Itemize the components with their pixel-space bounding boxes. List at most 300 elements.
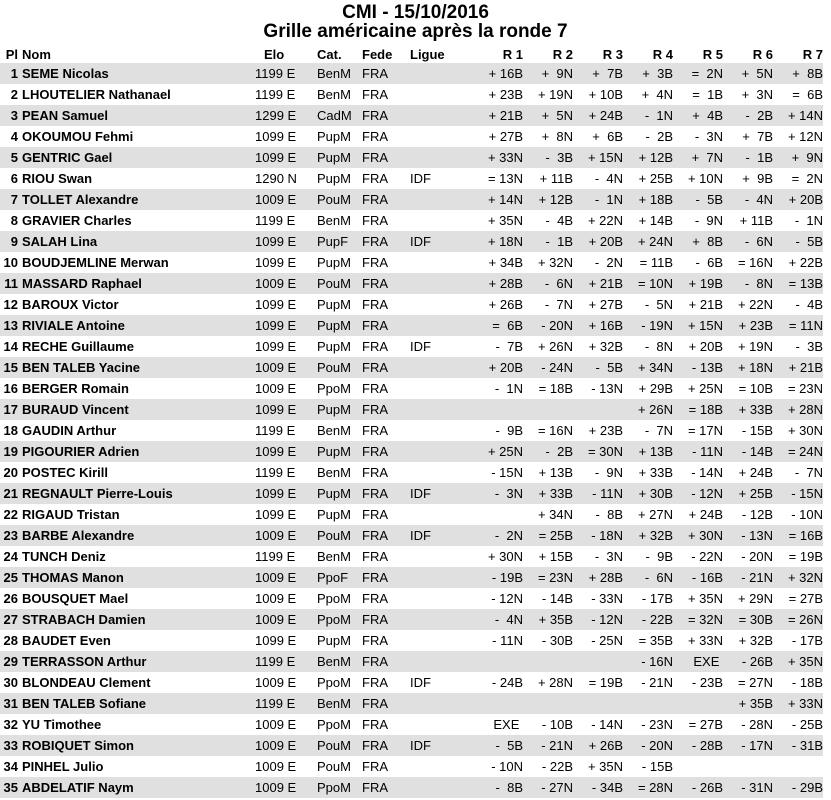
rank-cell: 32	[3, 717, 18, 732]
round-result-cell: - 19B	[491, 570, 523, 585]
round-result-cell: + 26B	[488, 297, 523, 312]
federation-cell: FRA	[362, 150, 388, 165]
category-cell: PpoM	[317, 381, 351, 396]
table-row	[0, 357, 823, 378]
round-result-cell: + 33N	[787, 696, 823, 711]
table-row	[0, 441, 823, 462]
round-result-cell: - 7N	[644, 423, 673, 438]
round-result-cell: + 24B	[738, 465, 773, 480]
name-cell: LHOUTELIER Nathanael	[22, 87, 171, 102]
round-result-cell: + 20B	[688, 339, 723, 354]
round-result-cell: - 21N	[741, 570, 773, 585]
category-cell: PupM	[317, 339, 351, 354]
round-result-cell: = 10B	[738, 381, 773, 396]
round-result-cell: + 30N	[787, 423, 823, 438]
federation-cell: FRA	[362, 339, 388, 354]
elo-cell: 1290 N	[255, 171, 297, 186]
round-result-cell: + 4B	[692, 108, 723, 123]
round-result-cell: + 7N	[691, 150, 723, 165]
rank-cell: 10	[3, 255, 18, 270]
rank-cell: 18	[3, 423, 18, 438]
round-result-cell: + 12B	[538, 192, 573, 207]
round-result-cell: - 17B	[791, 633, 823, 648]
rank-cell: 23	[3, 528, 18, 543]
round-result-cell: = 35B	[638, 633, 673, 648]
table-row	[0, 609, 823, 630]
round-result-cell: + 25N	[687, 381, 723, 396]
round-result-cell: - 3N	[694, 129, 723, 144]
elo-cell: 1199 E	[255, 549, 296, 564]
federation-cell: FRA	[362, 696, 388, 711]
round-result-cell: + 9N	[791, 150, 823, 165]
round-result-cell: - 3N	[594, 549, 623, 564]
round-result-cell: + 29B	[638, 381, 673, 396]
elo-cell: 1099 E	[255, 444, 297, 459]
elo-cell: 1009 E	[255, 570, 297, 585]
round-result-cell: - 16B	[691, 570, 723, 585]
category-cell: PupM	[317, 402, 351, 417]
league-cell: IDF	[410, 171, 431, 186]
round-result-cell: + 21B	[688, 297, 723, 312]
elo-cell: 1099 E	[255, 129, 297, 144]
rank-cell: 28	[3, 633, 18, 648]
round-result-cell: + 32B	[638, 528, 673, 543]
round-result-cell: + 34N	[637, 360, 673, 375]
rank-cell: 30	[3, 675, 18, 690]
round-result-cell: - 4B	[795, 297, 823, 312]
category-cell: PupM	[317, 297, 351, 312]
round-result-cell: - 31N	[741, 780, 773, 795]
name-cell: BOUSQUET Mael	[22, 591, 129, 606]
round-result-cell: = 27N	[737, 675, 773, 690]
round-result-cell: - 17N	[741, 738, 773, 753]
round-result-cell: = 13B	[788, 276, 823, 291]
rank-cell: 1	[10, 66, 18, 81]
round-result-cell: = 26N	[787, 612, 823, 627]
federation-cell: FRA	[362, 780, 388, 795]
federation-cell: FRA	[362, 402, 388, 417]
round-result-cell: + 6B	[592, 129, 623, 144]
round-result-cell: - 8N	[744, 276, 773, 291]
round-result-cell: + 7B	[742, 129, 773, 144]
col-header-round-7: R 7	[802, 47, 823, 62]
round-result-cell: = 24N	[787, 444, 823, 459]
name-cell: STRABACH Damien	[22, 612, 146, 627]
round-result-cell: = 16N	[537, 423, 573, 438]
table-row	[0, 567, 823, 588]
elo-cell: 1009 E	[255, 759, 297, 774]
round-result-cell: - 19N	[641, 318, 673, 333]
federation-cell: FRA	[362, 381, 388, 396]
elo-cell: 1199 E	[255, 423, 296, 438]
round-result-cell: + 35B	[538, 612, 573, 627]
rank-cell: 3	[10, 108, 18, 123]
federation-cell: FRA	[362, 360, 388, 375]
round-result-cell: + 19B	[688, 276, 723, 291]
round-result-cell: + 32N	[787, 570, 823, 585]
rank-cell: 34	[3, 759, 18, 774]
round-result-cell: - 8N	[644, 339, 673, 354]
round-result-cell: - 34B	[591, 780, 623, 795]
round-result-cell: = 16N	[737, 255, 773, 270]
round-result-cell: - 21N	[541, 738, 573, 753]
table-row	[0, 126, 823, 147]
round-result-cell: + 30N	[487, 549, 523, 564]
round-result-cell: + 4N	[641, 87, 673, 102]
round-result-cell: - 15N	[491, 465, 523, 480]
table-row	[0, 756, 823, 777]
round-result-cell: - 6N	[544, 276, 573, 291]
round-result-cell: = 30N	[587, 444, 623, 459]
round-result-cell: - 3N	[494, 486, 523, 501]
page-title: Grille américaine après la ronde 7	[263, 21, 568, 42]
table-row	[0, 210, 823, 231]
round-result-cell: - 9B	[495, 423, 523, 438]
rank-cell: 9	[10, 234, 18, 249]
round-result-cell: - 13N	[741, 528, 773, 543]
rank-cell: 8	[10, 213, 18, 228]
elo-cell: 1199 E	[255, 654, 296, 669]
round-result-cell: - 6N	[644, 570, 673, 585]
round-result-cell: - 1N	[594, 192, 623, 207]
elo-cell: 1099 E	[255, 402, 297, 417]
category-cell: PpoM	[317, 591, 351, 606]
elo-cell: 1099 E	[255, 318, 297, 333]
category-cell: PouM	[317, 360, 351, 375]
round-result-cell: EXE	[693, 654, 723, 669]
league-cell: IDF	[410, 486, 431, 501]
round-result-cell: - 23B	[691, 675, 723, 690]
elo-cell: 1099 E	[255, 150, 297, 165]
federation-cell: FRA	[362, 444, 388, 459]
round-result-cell: EXE	[493, 717, 523, 732]
category-cell: BenM	[317, 465, 351, 480]
round-result-cell: + 3B	[642, 66, 673, 81]
federation-cell: FRA	[362, 675, 388, 690]
round-result-cell: + 18N	[487, 234, 523, 249]
name-cell: BLONDEAU Clement	[22, 675, 151, 690]
name-cell: REGNAULT Pierre-Louis	[22, 486, 173, 501]
round-result-cell: + 15N	[687, 318, 723, 333]
round-result-cell: - 18N	[591, 528, 623, 543]
round-result-cell: = 13N	[487, 171, 523, 186]
round-result-cell: + 26B	[588, 738, 623, 753]
round-result-cell: - 28N	[741, 717, 773, 732]
elo-cell: 1009 E	[255, 276, 297, 291]
name-cell: RIVIALE Antoine	[22, 318, 125, 333]
league-cell: IDF	[410, 234, 431, 249]
round-result-cell: - 1N	[794, 213, 823, 228]
round-result-cell: = 28N	[637, 780, 673, 795]
category-cell: PupM	[317, 633, 351, 648]
round-result-cell: + 16B	[588, 318, 623, 333]
round-result-cell: - 26B	[691, 780, 723, 795]
federation-cell: FRA	[362, 318, 388, 333]
round-result-cell: - 12N	[491, 591, 523, 606]
round-result-cell: + 30N	[687, 528, 723, 543]
federation-cell: FRA	[362, 528, 388, 543]
rank-cell: 27	[3, 612, 18, 627]
round-result-cell: - 17B	[641, 591, 673, 606]
round-result-cell: - 5B	[795, 234, 823, 249]
round-result-cell: - 14N	[691, 465, 723, 480]
category-cell: PouM	[317, 528, 351, 543]
name-cell: THOMAS Manon	[22, 570, 124, 585]
round-result-cell: - 14B	[541, 591, 573, 606]
round-result-cell: + 8B	[792, 66, 823, 81]
round-result-cell: = 27B	[688, 717, 723, 732]
round-result-cell: + 35B	[738, 696, 773, 711]
category-cell: BenM	[317, 423, 351, 438]
round-result-cell: + 32N	[537, 255, 573, 270]
name-cell: ABDELATIF Naym	[22, 780, 134, 795]
name-cell: YU Timothee	[22, 717, 102, 732]
table-row	[0, 231, 823, 252]
col-header-round-1: R 1	[502, 47, 523, 62]
name-cell: SALAH Lina	[22, 234, 98, 249]
category-cell: PupM	[317, 486, 351, 501]
round-result-cell: + 12N	[787, 129, 823, 144]
name-cell: BEN TALEB Sofiane	[22, 696, 146, 711]
round-result-cell: - 1B	[745, 150, 773, 165]
round-result-cell: + 10B	[588, 87, 623, 102]
round-result-cell: = 11N	[788, 318, 823, 333]
category-cell: PpoM	[317, 780, 351, 795]
name-cell: BOUDJEMLINE Merwan	[22, 255, 169, 270]
name-cell: GRAVIER Charles	[22, 213, 132, 228]
round-result-cell: - 9N	[694, 213, 723, 228]
round-result-cell: - 33N	[591, 591, 623, 606]
rank-cell: 22	[3, 507, 18, 522]
tournament-title: CMI - 15/10/2016	[342, 2, 489, 23]
rank-cell: 5	[10, 150, 18, 165]
round-result-cell: + 23B	[738, 318, 773, 333]
name-cell: PINHEL Julio	[22, 759, 104, 774]
rank-cell: 11	[4, 276, 18, 291]
round-result-cell: - 2N	[494, 528, 523, 543]
round-result-cell: = 6B	[792, 87, 823, 102]
elo-cell: 1199 E	[255, 696, 296, 711]
table-row	[0, 588, 823, 609]
category-cell: PupM	[317, 171, 351, 186]
name-cell: POSTEC Kirill	[22, 465, 108, 480]
round-result-cell: = 23N	[787, 381, 823, 396]
round-result-cell: - 8B	[595, 507, 623, 522]
round-result-cell: = 10N	[637, 276, 673, 291]
elo-cell: 1199 E	[255, 87, 296, 102]
category-cell: PupM	[317, 129, 351, 144]
round-result-cell: = 23N	[537, 570, 573, 585]
category-cell: BenM	[317, 696, 351, 711]
round-result-cell: + 13B	[638, 444, 673, 459]
round-result-cell: - 11N	[592, 486, 623, 501]
round-result-cell: = 32N	[687, 612, 723, 627]
round-result-cell: - 15N	[791, 486, 823, 501]
round-result-cell: + 8B	[692, 234, 723, 249]
category-cell: PpoM	[317, 717, 351, 732]
round-result-cell: - 6B	[695, 255, 723, 270]
name-cell: ROBIQUET Simon	[22, 738, 134, 753]
col-header-elo: Elo	[264, 47, 285, 62]
round-result-cell: - 12N	[591, 612, 623, 627]
round-result-cell: + 9N	[541, 66, 573, 81]
category-cell: PupM	[317, 507, 351, 522]
round-result-cell: + 3N	[741, 87, 773, 102]
name-cell: TUNCH Deniz	[22, 549, 106, 564]
round-result-cell: = 11B	[639, 255, 673, 270]
col-header-league: Ligue	[410, 47, 445, 62]
category-cell: BenM	[317, 87, 351, 102]
round-result-cell: + 24B	[588, 108, 623, 123]
rank-cell: 12	[3, 297, 18, 312]
round-result-cell: + 27N	[637, 507, 673, 522]
round-result-cell: + 22N	[587, 213, 623, 228]
round-result-cell: - 4N	[494, 612, 523, 627]
rank-cell: 26	[3, 591, 18, 606]
category-cell: BenM	[317, 549, 351, 564]
elo-cell: 1009 E	[255, 528, 297, 543]
name-cell: BURAUD Vincent	[22, 402, 129, 417]
round-result-cell: - 22B	[641, 612, 673, 627]
col-header-federation: Fede	[362, 47, 393, 62]
round-result-cell: + 14N	[787, 108, 823, 123]
table-row	[0, 714, 823, 735]
round-result-cell: - 3B	[545, 150, 573, 165]
category-cell: CadM	[317, 108, 352, 123]
round-result-cell: + 28N	[537, 675, 573, 690]
rank-cell: 14	[3, 339, 18, 354]
round-result-cell: - 30B	[541, 633, 573, 648]
name-cell: TOLLET Alexandre	[22, 192, 139, 207]
round-result-cell: - 11N	[692, 444, 723, 459]
round-result-cell: - 12B	[741, 507, 773, 522]
category-cell: PupF	[317, 234, 349, 249]
round-result-cell: + 18B	[638, 192, 673, 207]
round-result-cell: - 24B	[491, 675, 523, 690]
federation-cell: FRA	[362, 297, 388, 312]
table-row	[0, 378, 823, 399]
table-row	[0, 252, 823, 273]
rank-cell: 31	[3, 696, 18, 711]
round-result-cell: + 24N	[637, 234, 673, 249]
table-row	[0, 546, 823, 567]
name-cell: BERGER Romain	[22, 381, 129, 396]
table-row	[0, 420, 823, 441]
round-result-cell: - 7N	[544, 297, 573, 312]
name-cell: RIGAUD Tristan	[22, 507, 120, 522]
federation-cell: FRA	[362, 591, 388, 606]
round-result-cell: + 22N	[737, 297, 773, 312]
federation-cell: FRA	[362, 192, 388, 207]
round-result-cell: - 3B	[795, 339, 823, 354]
federation-cell: FRA	[362, 129, 388, 144]
name-cell: GENTRIC Gael	[22, 150, 113, 165]
elo-cell: 1099 E	[255, 486, 297, 501]
table-row	[0, 672, 823, 693]
round-result-cell: - 9B	[645, 549, 673, 564]
round-result-cell: = 18B	[538, 381, 573, 396]
round-result-cell: - 24N	[541, 360, 573, 375]
round-result-cell: - 14B	[741, 444, 773, 459]
table-header-row	[0, 41, 823, 63]
round-result-cell: - 5N	[644, 297, 673, 312]
category-cell: BenM	[317, 654, 351, 669]
round-result-cell: + 7B	[592, 66, 623, 81]
category-cell: PupM	[317, 318, 351, 333]
rank-cell: 2	[10, 87, 18, 102]
round-result-cell: = 1B	[692, 87, 723, 102]
table-row	[0, 273, 823, 294]
round-result-cell: - 10N	[791, 507, 823, 522]
league-cell: IDF	[410, 528, 431, 543]
round-result-cell: + 25N	[487, 444, 523, 459]
federation-cell: FRA	[362, 507, 388, 522]
category-cell: BenM	[317, 213, 351, 228]
round-result-cell: - 16N	[641, 654, 673, 669]
league-cell: IDF	[410, 738, 431, 753]
rank-cell: 24	[3, 549, 18, 564]
round-result-cell: + 35N	[587, 759, 623, 774]
round-result-cell: + 34N	[537, 507, 573, 522]
round-result-cell: = 18B	[688, 402, 723, 417]
elo-cell: 1009 E	[255, 381, 297, 396]
name-cell: BARBE Alexandre	[22, 528, 135, 543]
round-result-cell: + 20B	[788, 192, 823, 207]
elo-cell: 1199 E	[255, 465, 296, 480]
table-row	[0, 399, 823, 420]
round-result-cell: + 30B	[638, 486, 673, 501]
round-result-cell: + 21B	[588, 276, 623, 291]
round-result-cell: + 18N	[737, 360, 773, 375]
col-header-name: Nom	[22, 47, 51, 62]
rank-cell: 21	[3, 486, 18, 501]
name-cell: BEN TALEB Yacine	[22, 360, 140, 375]
table-row	[0, 294, 823, 315]
round-result-cell: - 8B	[495, 780, 523, 795]
federation-cell: FRA	[362, 255, 388, 270]
round-result-cell: = 2N	[691, 66, 723, 81]
round-result-cell: - 13B	[691, 360, 723, 375]
rank-cell: 29	[3, 654, 18, 669]
federation-cell: FRA	[362, 234, 388, 249]
rank-cell: 13	[3, 318, 18, 333]
round-result-cell: - 20N	[641, 738, 673, 753]
round-result-cell: - 10N	[491, 759, 523, 774]
round-result-cell: = 16B	[788, 528, 823, 543]
round-result-cell: + 20B	[588, 234, 623, 249]
category-cell: PouM	[317, 759, 351, 774]
round-result-cell: + 33B	[638, 465, 673, 480]
round-result-cell: + 11B	[739, 213, 773, 228]
round-result-cell: - 4N	[744, 192, 773, 207]
round-result-cell: = 30B	[738, 612, 773, 627]
elo-cell: 1009 E	[255, 738, 297, 753]
round-result-cell: = 19B	[788, 549, 823, 564]
round-result-cell: + 27B	[588, 297, 623, 312]
rank-cell: 19	[3, 444, 18, 459]
round-result-cell: + 33N	[687, 633, 723, 648]
round-result-cell: - 25N	[591, 633, 623, 648]
round-result-cell: + 35N	[787, 654, 823, 669]
round-result-cell: - 11N	[492, 633, 523, 648]
round-result-cell: - 2N	[594, 255, 623, 270]
round-result-cell: + 28N	[787, 402, 823, 417]
round-result-cell: = 6B	[492, 318, 523, 333]
name-cell: RECHE Guillaume	[22, 339, 134, 354]
rank-cell: 17	[3, 402, 18, 417]
elo-cell: 1009 E	[255, 717, 297, 732]
federation-cell: FRA	[362, 759, 388, 774]
